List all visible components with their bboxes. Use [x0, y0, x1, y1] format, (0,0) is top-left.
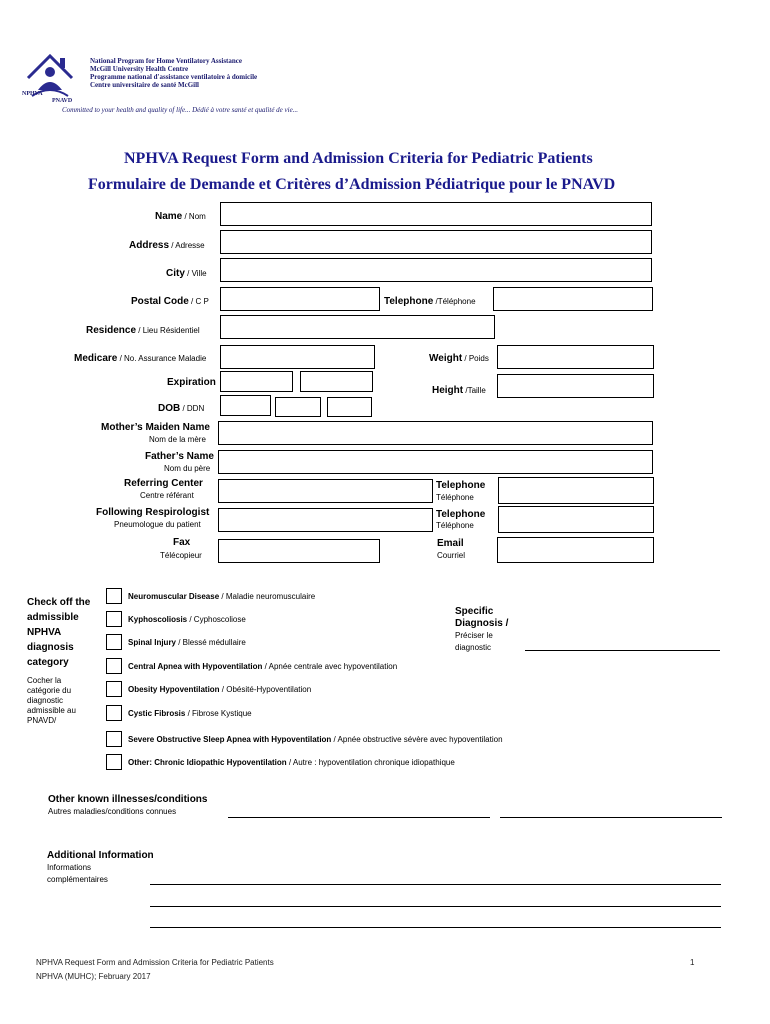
fax-field[interactable]	[218, 539, 380, 563]
mother-maiden-name-field[interactable]	[218, 421, 653, 445]
additional-info-line-2[interactable]	[150, 906, 721, 907]
org-line-2: McGill University Health Centre	[90, 65, 189, 73]
referring-telephone-label-fr: Téléphone	[436, 493, 474, 502]
dob-label: DOB / DDN	[158, 403, 205, 414]
additional-info-label-fr-1: Informations	[47, 863, 92, 872]
other-illnesses-label-fr: Autres maladies/conditions connues	[48, 807, 177, 816]
referring-telephone-field[interactable]	[498, 477, 654, 504]
diagnosis-cystic-fibrosis: Cystic Fibrosis / Fibrose Kystique	[128, 709, 252, 718]
medicare-label: Medicare / No. Assurance Maladie	[74, 353, 207, 364]
father-label-fr: Nom du père	[164, 464, 211, 473]
other-illnesses-line-1[interactable]	[228, 817, 490, 818]
respirologist-telephone-label-fr: Téléphone	[436, 521, 474, 530]
specific-diagnosis-label-1: Specific	[455, 606, 494, 617]
residence-label: Residence / Lieu Résidentiel	[86, 325, 200, 336]
referring-telephone-label: Telephone	[436, 480, 486, 491]
fax-label: Fax	[173, 537, 191, 548]
diagnosis-spinal-injury: Spinal Injury / Blessé médullaire	[128, 638, 246, 647]
additional-info-label-fr-2: complémentaires	[47, 875, 108, 884]
respirologist-label: Following Respirologist	[96, 507, 210, 518]
org-line-1: National Program for Home Ventilatory Assistance	[90, 57, 242, 65]
other-chronic-checkbox[interactable]	[106, 754, 122, 770]
height-label: Height /Taille	[432, 385, 486, 396]
expiration-year-field[interactable]	[300, 371, 373, 392]
telephone-field[interactable]	[493, 287, 653, 311]
category-instruction-fr: Cocher la catégorie du diagnostic admissible au PNAVD/	[27, 676, 76, 725]
org-line-4: Centre universitaire de santé McGill	[90, 81, 199, 89]
kyphoscoliosis-checkbox[interactable]	[106, 611, 122, 627]
weight-label: Weight / Poids	[429, 353, 489, 364]
severe-osa-checkbox[interactable]	[106, 731, 122, 747]
weight-field[interactable]	[497, 345, 654, 369]
fax-label-fr: Télécopieur	[160, 551, 202, 560]
mother-label: Mother’s Maiden Name	[101, 422, 210, 433]
logo-left-text: NPHVA	[22, 91, 43, 97]
specific-diagnosis-line[interactable]	[525, 650, 720, 651]
diagnosis-obesity-hypoventilation: Obesity Hypoventilation / Obésité-Hypoventilation	[128, 685, 312, 694]
expiration-month-field[interactable]	[220, 371, 293, 392]
footer-title: NPHVA Request Form and Admission Criteria for Pediatric Patients	[36, 958, 274, 967]
referring-center-label: Referring Center	[124, 478, 203, 489]
respirologist-telephone-label: Telephone	[436, 509, 486, 520]
referring-center-label-fr: Centre référant	[140, 491, 194, 500]
dob-year-field[interactable]	[327, 397, 372, 417]
diagnosis-severe-osa: Severe Obstructive Sleep Apnea with Hypoventilation / Apnée obstructive sévère avec hypoventilation	[128, 735, 503, 744]
title-french: Formulaire de Demande et Critères d’Admission Pédiatrique pour le PNAVD	[88, 176, 616, 193]
father-name-field[interactable]	[218, 450, 653, 474]
specific-diagnosis-fr-1: Préciser le	[455, 631, 493, 640]
name-label: Name / Nom	[155, 211, 206, 222]
spinal-injury-checkbox[interactable]	[106, 634, 122, 650]
category-instruction: Check off the admissible NPHVA diagnosis category	[27, 597, 91, 668]
diagnosis-neuromuscular: Neuromuscular Disease / Maladie neuromusculaire	[128, 592, 316, 601]
mother-label-fr: Nom de la mère	[149, 435, 206, 444]
neuromuscular-checkbox[interactable]	[106, 588, 122, 604]
additional-info-line-3[interactable]	[150, 927, 721, 928]
email-label: Email	[437, 538, 464, 549]
logo-bottom-text: PNAVD	[52, 98, 73, 104]
cystic-fibrosis-checkbox[interactable]	[106, 705, 122, 721]
respirologist-telephone-field[interactable]	[498, 506, 654, 533]
org-line-3: Programme national d'assistance ventilatoire à domicile	[90, 73, 258, 81]
additional-info-label: Additional Information	[47, 850, 154, 861]
residence-field[interactable]	[220, 315, 495, 339]
diagnosis-other-chronic: Other: Chronic Idiopathic Hypoventilation / Autre : hypoventilation chronique idiopathique	[128, 758, 455, 767]
medicare-field[interactable]	[220, 345, 375, 369]
obesity-hypoventilation-checkbox[interactable]	[106, 681, 122, 697]
dob-day-field[interactable]	[220, 395, 271, 416]
other-illnesses-line-2[interactable]	[500, 817, 722, 818]
email-field[interactable]	[497, 537, 654, 563]
other-illnesses-label: Other known illnesses/conditions	[48, 794, 208, 805]
respirologist-label-fr: Pneumologue du patient	[114, 520, 201, 529]
postal-code-label: Postal Code / C P	[131, 296, 209, 307]
city-label: City / Ville	[166, 268, 207, 279]
dob-month-field[interactable]	[275, 397, 321, 417]
diagnosis-central-apnea: Central Apnea with Hypoventilation / Apnée centrale avec hypoventilation	[128, 662, 398, 671]
tagline: Committed to your health and quality of life... Dédié à votre santé et qualité de vie...	[62, 106, 298, 114]
page-number: 1	[690, 958, 695, 967]
expiration-label: Expiration	[167, 377, 216, 388]
additional-info-line-1[interactable]	[150, 884, 721, 885]
city-field[interactable]	[220, 258, 652, 282]
postal-code-field[interactable]	[220, 287, 380, 311]
specific-diagnosis-label-2: Diagnosis /	[455, 618, 509, 629]
father-label: Father’s Name	[145, 451, 214, 462]
central-apnea-checkbox[interactable]	[106, 658, 122, 674]
name-field[interactable]	[220, 202, 652, 226]
title-english: NPHVA Request Form and Admission Criteria for Pediatric Patients	[124, 150, 593, 167]
address-label: Address / Adresse	[129, 240, 205, 251]
height-field[interactable]	[497, 374, 654, 398]
telephone-label: Telephone /Téléphone	[384, 296, 476, 307]
specific-diagnosis-fr-2: diagnostic	[455, 643, 492, 652]
email-label-fr: Courriel	[437, 551, 466, 560]
footer-date: NPHVA (MUHC); February 2017	[36, 972, 151, 981]
address-field[interactable]	[220, 230, 652, 254]
respirologist-field[interactable]	[218, 508, 433, 532]
diagnosis-kyphoscoliosis: Kyphoscoliosis / Cyphoscoliose	[128, 615, 246, 624]
referring-center-field[interactable]	[218, 479, 433, 503]
